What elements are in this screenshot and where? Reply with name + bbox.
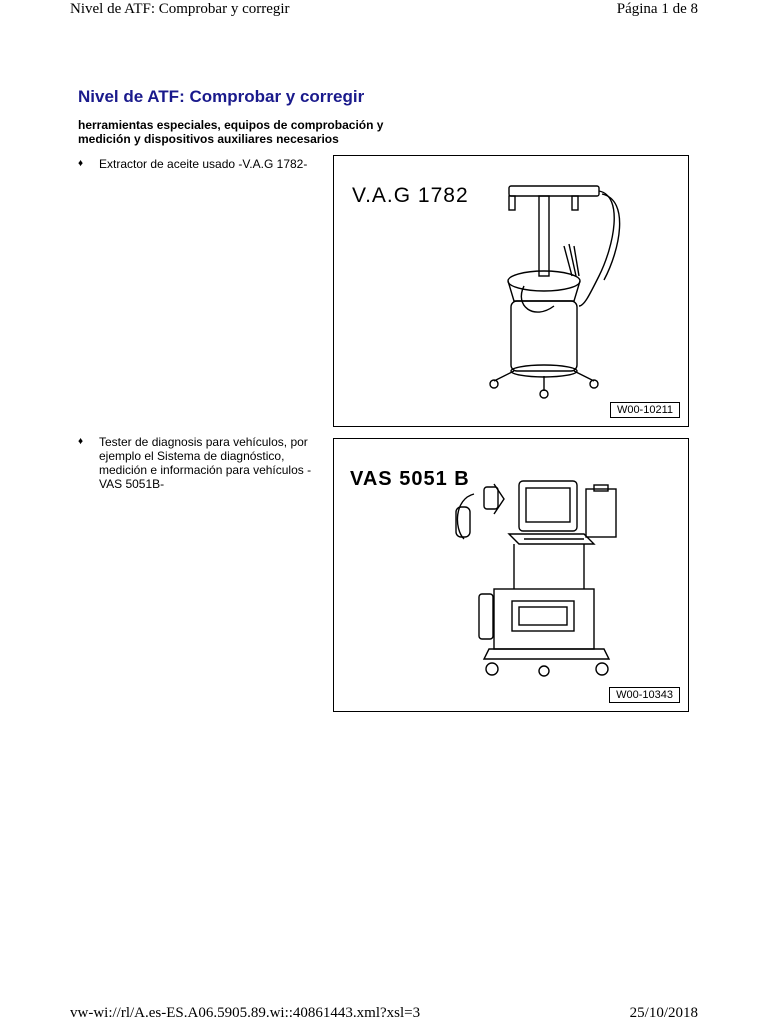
footer-date: 25/10/2018 [629, 1005, 698, 1021]
page-header [0, 0, 768, 22]
figure-code: W00-10343 [609, 687, 680, 703]
diagnostic-tester-illustration [434, 459, 634, 684]
bullet-icon: ♦ [78, 158, 84, 169]
oil-extractor-illustration [484, 176, 634, 406]
section-subtitle: herramientas especiales, equipos de comprobación y medición y dispositivos auxiliares necesarios [78, 118, 384, 146]
header-page-number: Página 1 de 8 [616, 1, 698, 17]
list-item-text: Tester de diagnosis para vehículos, por ejemplo el Sistema de diagnóstico, medición e información para vehículos -VAS 5051B- [99, 435, 312, 491]
page-footer [0, 1004, 768, 1026]
page-title: Nivel de ATF: Comprobar y corregir [78, 87, 365, 106]
figure-oil-extractor [333, 155, 689, 427]
figure-label: V.A.G 1782 [352, 184, 469, 207]
header-title: Nivel de ATF: Comprobar y corregir [70, 1, 290, 17]
list-item-text: Extractor de aceite usado -V.A.G 1782- [99, 157, 308, 171]
figure-label: VAS 5051 B [350, 468, 470, 490]
figure-diagnostic-tester [333, 438, 689, 712]
bullet-icon: ♦ [78, 436, 84, 447]
figure-code: W00-10211 [610, 402, 680, 418]
footer-url: vw-wi://rl/A.es-ES.A06.5905.89.wi::40861443.xml?xsl=3 [70, 1005, 421, 1021]
